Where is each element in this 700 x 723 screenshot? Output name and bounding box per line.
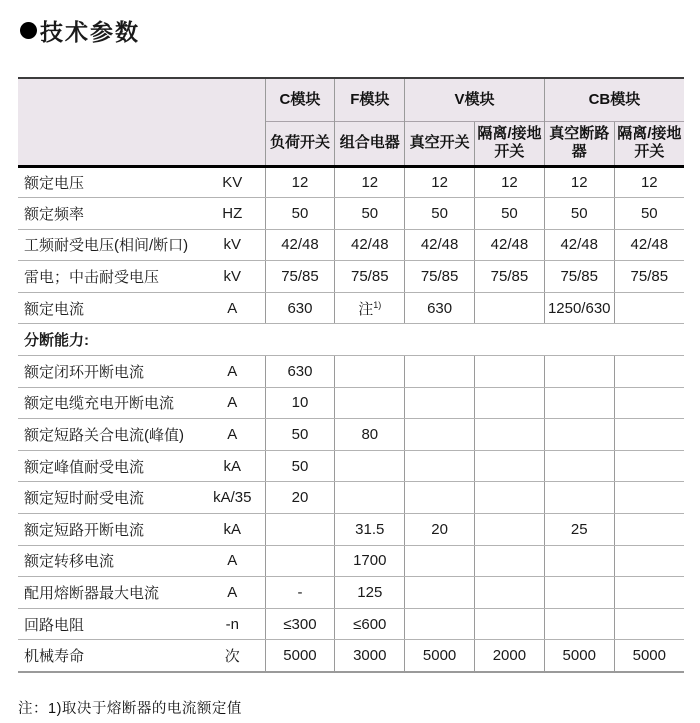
unit-label: KV — [200, 166, 265, 198]
param-value — [335, 450, 405, 482]
param-value: 50 — [265, 450, 335, 482]
param-label: 额定闭环开断电流 — [18, 356, 200, 388]
footnote-marker: 1) — [373, 299, 382, 310]
param-value — [405, 482, 475, 514]
param-value: 20 — [405, 514, 475, 546]
param-label: 机械寿命 — [18, 640, 200, 672]
param-value: 5000 — [544, 640, 614, 672]
param-label: 额定电缆充电开断电流 — [18, 387, 200, 419]
param-value: 75/85 — [265, 261, 335, 293]
param-value: 20 — [265, 482, 335, 514]
param-value — [544, 482, 614, 514]
param-value — [614, 608, 684, 640]
param-label: 工频耐受电压(相间/断口) — [18, 229, 200, 261]
param-value: 75/85 — [544, 261, 614, 293]
param-value: 42/48 — [475, 229, 545, 261]
bullet-icon — [20, 22, 37, 39]
param-value: 42/48 — [405, 229, 475, 261]
param-value — [544, 450, 614, 482]
table-row — [18, 608, 684, 640]
param-value: 50 — [614, 198, 684, 230]
unit-label: kV — [200, 229, 265, 261]
table-row — [18, 387, 684, 419]
param-value — [265, 514, 335, 546]
page-title-text: 技术参数 — [40, 19, 140, 45]
param-value — [475, 514, 545, 546]
unit-label: A — [200, 577, 265, 609]
param-value — [614, 545, 684, 577]
table-row — [18, 229, 684, 261]
column-subheader: 隔离/接地开关 — [475, 121, 545, 166]
param-value: 630 — [265, 292, 335, 324]
param-label: 额定电压 — [18, 166, 200, 198]
column-subheader: 真空开关 — [405, 121, 475, 166]
param-value: 125 — [335, 577, 405, 609]
table-row — [18, 577, 684, 609]
unit-label: A — [200, 545, 265, 577]
column-subheader: 隔离/接地开关 — [614, 121, 684, 166]
param-value: ≤300 — [265, 608, 335, 640]
param-value — [405, 387, 475, 419]
param-value — [265, 545, 335, 577]
spec-table-header — [18, 78, 684, 166]
param-value: 630 — [265, 356, 335, 388]
param-label: 额定频率 — [18, 198, 200, 230]
param-value: 注$^{1)}$ — [335, 292, 405, 324]
param-value — [614, 356, 684, 388]
table-row — [18, 482, 684, 514]
param-value: 1700 — [335, 545, 405, 577]
param-value — [544, 419, 614, 451]
table-corner-cell — [18, 78, 265, 166]
param-value: 1250/630 — [544, 292, 614, 324]
param-value — [405, 419, 475, 451]
param-value: 12 — [544, 166, 614, 198]
param-value: 42/48 — [335, 229, 405, 261]
param-value: 50 — [405, 198, 475, 230]
param-value — [614, 577, 684, 609]
unit-label: A — [200, 356, 265, 388]
param-label: 回路电阻 — [18, 608, 200, 640]
footnote: 注：1)取决于熔断器的电流额定值 — [18, 700, 242, 717]
unit-label: kA — [200, 514, 265, 546]
table-row — [18, 198, 684, 230]
param-value — [544, 387, 614, 419]
param-value — [405, 356, 475, 388]
param-value — [614, 514, 684, 546]
unit-label: kA — [200, 450, 265, 482]
unit-label: HZ — [200, 198, 265, 230]
param-value: 12 — [335, 166, 405, 198]
param-value: 50 — [265, 419, 335, 451]
param-value: 75/85 — [475, 261, 545, 293]
param-value — [475, 545, 545, 577]
column-subheader: 组合电器 — [335, 121, 405, 166]
page-title — [20, 14, 700, 47]
param-value — [335, 387, 405, 419]
unit-label: kV — [200, 261, 265, 293]
param-value: 80 — [335, 419, 405, 451]
unit-label: A — [200, 292, 265, 324]
param-value — [475, 608, 545, 640]
param-value — [335, 356, 405, 388]
param-value: 42/48 — [265, 229, 335, 261]
param-value: 31.5 — [335, 514, 405, 546]
unit-label: 次 — [200, 640, 265, 672]
param-label: 额定短路关合电流(峰值) — [18, 419, 200, 451]
unit-label: kA/35 — [200, 482, 265, 514]
param-value: 75/85 — [614, 261, 684, 293]
param-label: 额定转移电流 — [18, 545, 200, 577]
datasheet-page — [0, 14, 700, 723]
table-row — [18, 640, 684, 672]
param-value: 50 — [544, 198, 614, 230]
param-value: 630 — [405, 292, 475, 324]
param-value — [475, 577, 545, 609]
table-row — [18, 514, 684, 546]
param-label: 雷电；中击耐受电压 — [18, 261, 200, 293]
param-value: 42/48 — [614, 229, 684, 261]
table-row — [18, 166, 684, 198]
section-label: 分断能力: — [18, 324, 684, 356]
table-row — [18, 450, 684, 482]
param-label: 额定峰值耐受电流 — [18, 450, 200, 482]
param-value — [614, 419, 684, 451]
param-value — [614, 450, 684, 482]
param-value: 2000 — [475, 640, 545, 672]
spec-table — [18, 77, 684, 673]
param-value — [544, 577, 614, 609]
param-value — [405, 577, 475, 609]
param-value — [475, 356, 545, 388]
table-row — [18, 261, 684, 293]
column-group-header: F模块 — [335, 78, 405, 121]
param-value — [475, 450, 545, 482]
param-value — [335, 482, 405, 514]
param-value — [475, 292, 545, 324]
param-value — [405, 545, 475, 577]
param-value — [405, 608, 475, 640]
param-value — [614, 292, 684, 324]
param-value: 3000 — [335, 640, 405, 672]
unit-label: -n — [200, 608, 265, 640]
header-group-row — [18, 78, 684, 121]
param-label: 额定短路开断电流 — [18, 514, 200, 546]
param-value: 12 — [265, 166, 335, 198]
param-value: 50 — [335, 198, 405, 230]
unit-label: A — [200, 419, 265, 451]
param-value: 50 — [265, 198, 335, 230]
param-value: ≤600 — [335, 608, 405, 640]
param-value — [475, 482, 545, 514]
param-label: 额定电流 — [18, 292, 200, 324]
unit-label: A — [200, 387, 265, 419]
param-value — [475, 387, 545, 419]
param-value: 5000 — [265, 640, 335, 672]
param-value — [614, 482, 684, 514]
column-subheader: 负荷开关 — [265, 121, 335, 166]
column-group-header: V模块 — [405, 78, 545, 121]
param-value: 5000 — [405, 640, 475, 672]
param-value: - — [265, 577, 335, 609]
table-row — [18, 419, 684, 451]
param-value: 5000 — [614, 640, 684, 672]
column-group-header: CB模块 — [544, 78, 684, 121]
param-value: 50 — [475, 198, 545, 230]
param-value — [544, 608, 614, 640]
param-value: 10 — [265, 387, 335, 419]
param-value: 12 — [405, 166, 475, 198]
param-label: 配用熔断器最大电流 — [18, 577, 200, 609]
param-value: 75/85 — [335, 261, 405, 293]
param-value: 25 — [544, 514, 614, 546]
param-value: 42/48 — [544, 229, 614, 261]
table-row — [18, 292, 684, 324]
table-row — [18, 356, 684, 388]
param-value: 12 — [475, 166, 545, 198]
table-row — [18, 545, 684, 577]
param-value — [544, 356, 614, 388]
column-group-header: C模块 — [265, 78, 335, 121]
section-row — [18, 324, 684, 356]
param-value — [544, 545, 614, 577]
spec-table-body — [18, 166, 684, 672]
param-value — [475, 419, 545, 451]
param-label: 额定短时耐受电流 — [18, 482, 200, 514]
param-value — [405, 450, 475, 482]
column-subheader: 真空断路器 — [544, 121, 614, 166]
param-value — [614, 387, 684, 419]
param-value: 75/85 — [405, 261, 475, 293]
param-value: 12 — [614, 166, 684, 198]
